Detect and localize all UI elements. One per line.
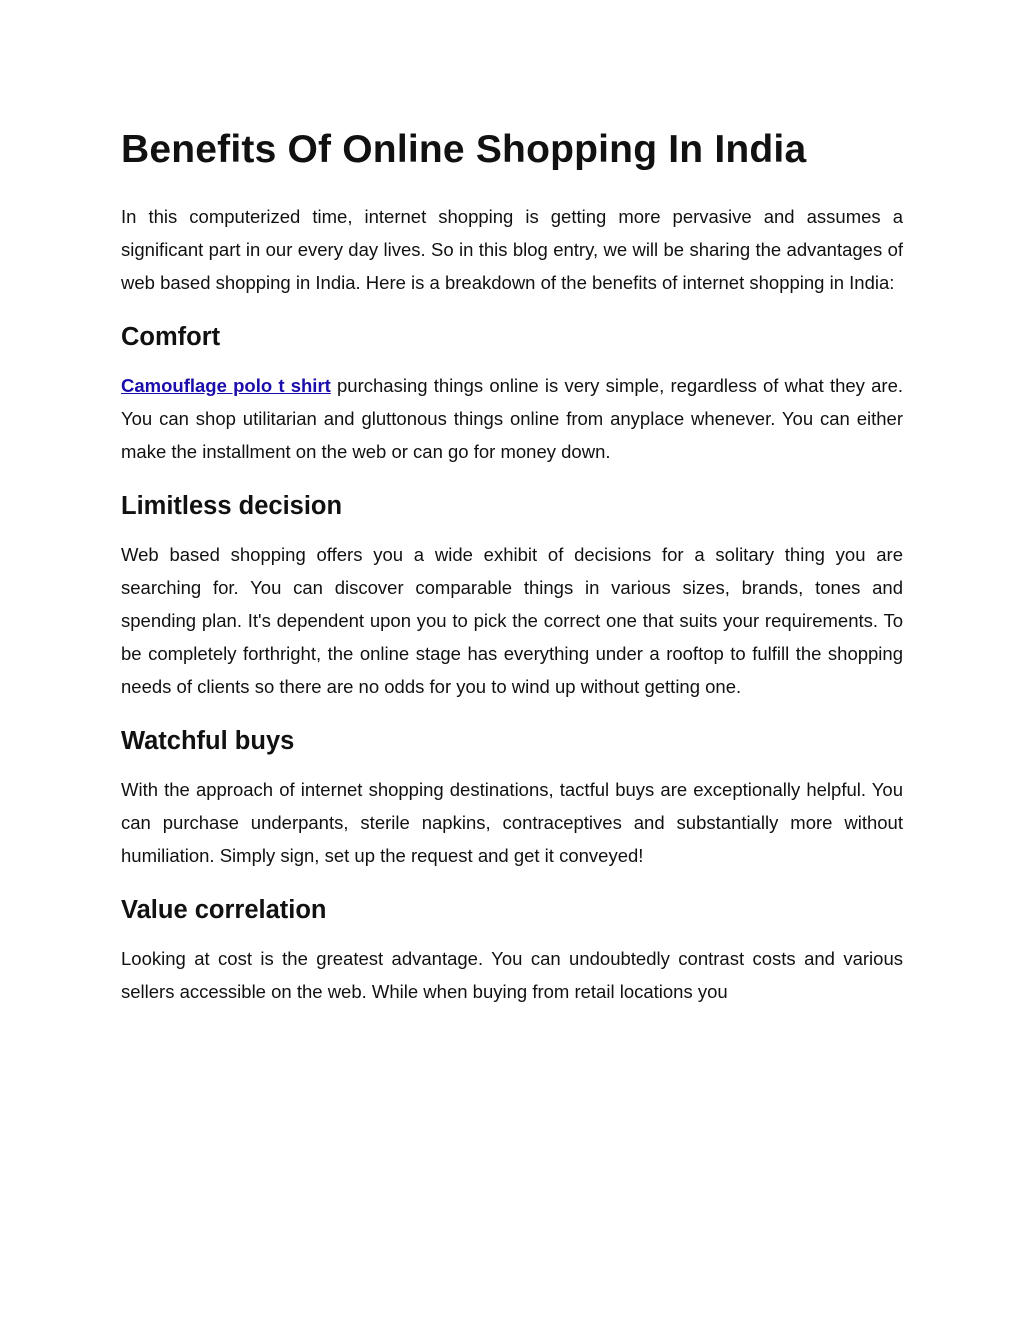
section-paragraph-watchful-buys: With the approach of internet shopping destinations, tactful buys are exceptionally helpful. You can purchase underpants, sterile napkins, contraceptives and substantially more without humiliation. Simply sign, set up the request and get it conveyed! bbox=[121, 779, 903, 866]
document-page bbox=[121, 122, 903, 1008]
section-paragraph-limitless-decision: Web based shopping offers you a wide exhibit of decisions for a solitary thing you are searching for. You can discover comparable things in various sizes, brands, tones and spending plan. It's dependent upon you to pick the correct one that suits your requirements. To be completely forthright, the online stage has everything under a rooftop to fulfill the shopping needs of clients so there are no odds for you to wind up without getting one. bbox=[121, 544, 903, 697]
section-paragraph-value-correlation: Looking at cost is the greatest advantage. You can undoubtedly contrast costs and various sellers accessible on the web. While when buying from retail locations you bbox=[121, 948, 903, 1002]
camouflage-polo-link[interactable]: Camouflage polo t shirt bbox=[121, 375, 331, 396]
section-heading-limitless-decision: Limitless decision bbox=[121, 492, 343, 520]
section-paragraph-comfort bbox=[121, 369, 903, 468]
section-heading-watchful-buys: Watchful buys bbox=[121, 727, 295, 755]
intro-paragraph: In this computerized time, internet shopping is getting more pervasive and assumes a significant part in our every day lives. So in this blog entry, we will be sharing the advantages of web based shopping in India. Here is a breakdown of the benefits of internet shopping in India: bbox=[121, 206, 903, 293]
section-text-comfort: purchasing things online is very simple, regardless of what they are. You can shop utilitarian and gluttonous things online from anyplace whenever. You can either make the installment on the web or can go for money down. bbox=[121, 375, 904, 462]
section-heading-comfort: Comfort bbox=[121, 323, 221, 351]
page-title: Benefits Of Online Shopping In India bbox=[121, 128, 807, 171]
section-heading-value-correlation: Value correlation bbox=[121, 896, 327, 924]
